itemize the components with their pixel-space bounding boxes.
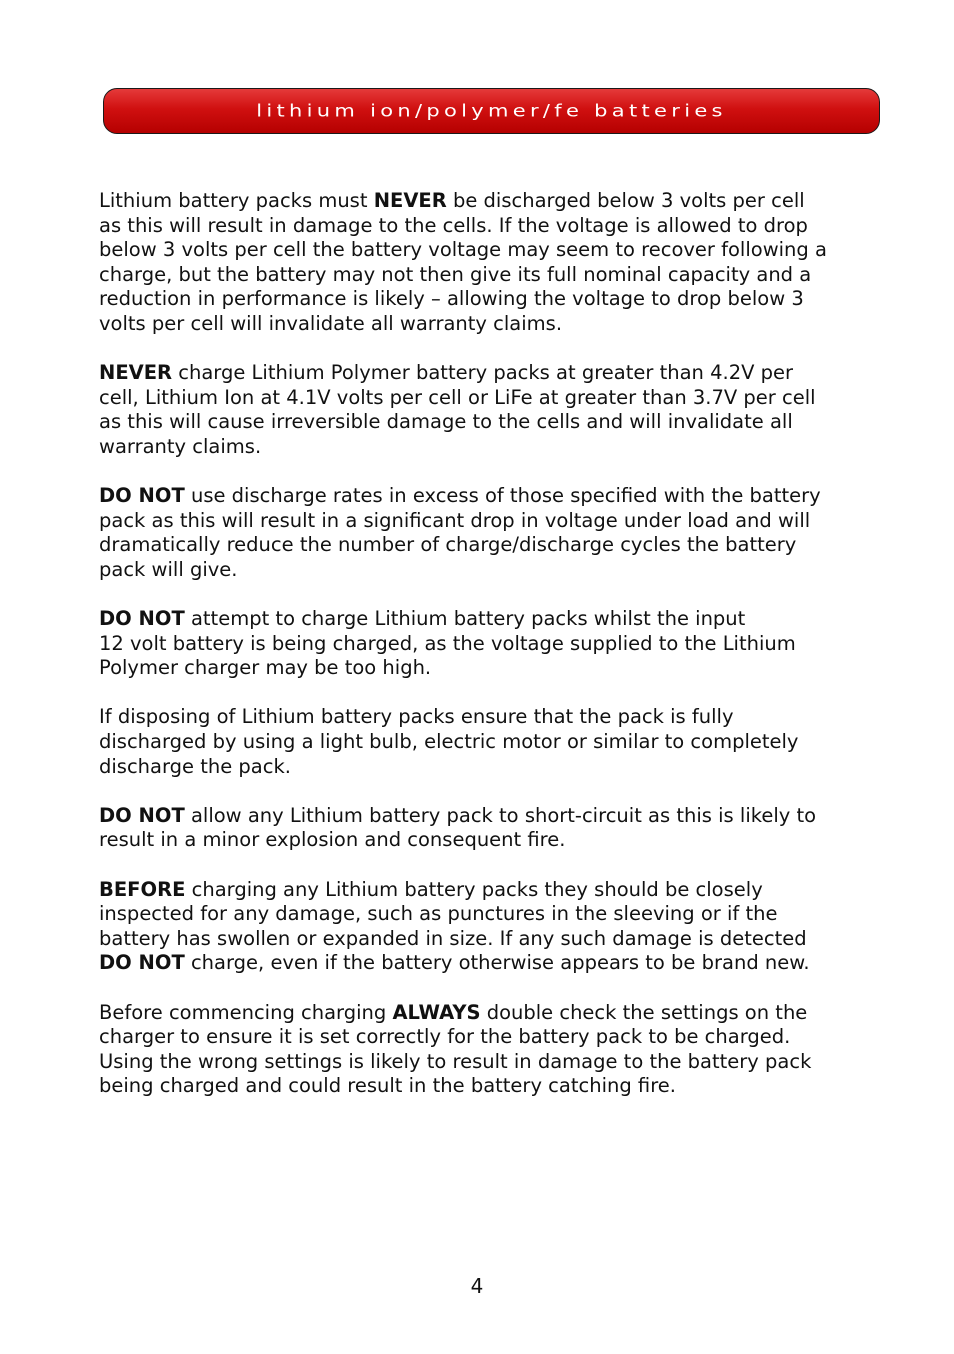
paragraph-input-battery: [99, 607, 889, 681]
paragraph-text: discharged by using a light bulb, electric motor or similar to completely: [99, 730, 799, 754]
paragraph-text: Using the wrong settings is likely to result in damage to the battery pack: [99, 1049, 812, 1073]
paragraph-charge-voltage: [99, 361, 889, 459]
paragraph-inspection: [99, 878, 889, 976]
paragraph-text: reduction in performance is likely – allowing the voltage to drop below 3: [99, 287, 804, 311]
page-number: 4: [470, 1274, 484, 1298]
paragraph-text: be discharged below 3 volts per cell: [446, 189, 805, 212]
paragraph-text: use discharge rates in excess of those specified with the battery: [184, 484, 821, 508]
paragraph-text: as this will result in damage to the cells. If the voltage is allowed to drop: [99, 213, 808, 237]
paragraph-text: charge, even if the battery otherwise appears to be brand new.: [184, 951, 810, 975]
paragraph-text: warranty claims.: [99, 434, 262, 458]
paragraph-check-settings: [99, 1001, 889, 1099]
paragraph-text: Before commencing charging: [99, 1000, 393, 1024]
paragraph-text: volts per cell will invalidate all warranty claims.: [99, 311, 563, 335]
paragraph-text: allow any Lithium battery pack to short-circuit as this is likely to: [184, 803, 817, 827]
section-title: lithium ion/polymer/fe batteries: [256, 101, 727, 121]
document-body: [99, 189, 889, 1124]
paragraph-text: pack as this will result in a significant drop in voltage under load and will: [99, 508, 811, 532]
emphasis-text: DO NOT: [99, 803, 185, 827]
paragraph-text: battery has swollen or expanded in size. If any such damage is detected: [99, 926, 807, 950]
paragraph-text: If disposing of Lithium battery packs ensure that the pack is fully: [99, 705, 734, 729]
emphasis-text: DO NOT: [99, 607, 185, 631]
paragraph-disposal: [99, 705, 889, 779]
emphasis-text: DO NOT: [99, 951, 185, 975]
paragraph-text: pack will give.: [99, 557, 238, 581]
paragraph-text: 12 volt battery is being charged, as the voltage supplied to the Lithium: [99, 631, 796, 655]
paragraph-text: cell, Lithium Ion at 4.1V volts per cell or LiFe at greater than 3.7V per cell: [99, 385, 816, 409]
paragraph-text: discharge the pack.: [99, 754, 291, 778]
section-header-banner: [103, 88, 880, 134]
paragraph-discharge-rates: [99, 484, 889, 582]
emphasis-text: BEFORE: [99, 877, 186, 901]
paragraph-text: result in a minor explosion and consequent fire.: [99, 828, 566, 852]
paragraph-text: as this will cause irreversible damage to the cells and will invalidate all: [99, 410, 793, 434]
paragraph-text: double check the settings on the: [480, 1000, 808, 1024]
paragraph-text: below 3 volts per cell the battery voltage may seem to recover following a: [99, 238, 827, 262]
paragraph-text: dramatically reduce the number of charge/discharge cycles the battery: [99, 533, 797, 557]
paragraph-text: Polymer charger may be too high.: [99, 656, 432, 680]
paragraph-text: charging any Lithium battery packs they should be closely: [185, 877, 763, 901]
emphasis-text: ALWAYS: [392, 1000, 481, 1024]
paragraph-text: charge, but the battery may not then give its full nominal capacity and a: [99, 262, 812, 286]
paragraph-text: inspected for any damage, such as punctures in the sleeving or if the: [99, 902, 778, 926]
paragraph-text: being charged and could result in the battery catching fire.: [99, 1074, 677, 1098]
paragraph-text: Lithium battery packs must: [99, 189, 374, 212]
paragraph-text: attempt to charge Lithium battery packs whilst the input: [184, 607, 746, 631]
emphasis-text: DO NOT: [99, 484, 185, 508]
paragraph-discharge-limit: [99, 189, 889, 337]
paragraph-text: charge Lithium Polymer battery packs at greater than 4.2V per: [172, 361, 794, 385]
paragraph-short-circuit: [99, 804, 889, 853]
paragraph-text: charger to ensure it is set correctly for the battery pack to be charged.: [99, 1025, 791, 1049]
emphasis-text: NEVER: [373, 189, 447, 212]
emphasis-text: NEVER: [99, 361, 173, 385]
